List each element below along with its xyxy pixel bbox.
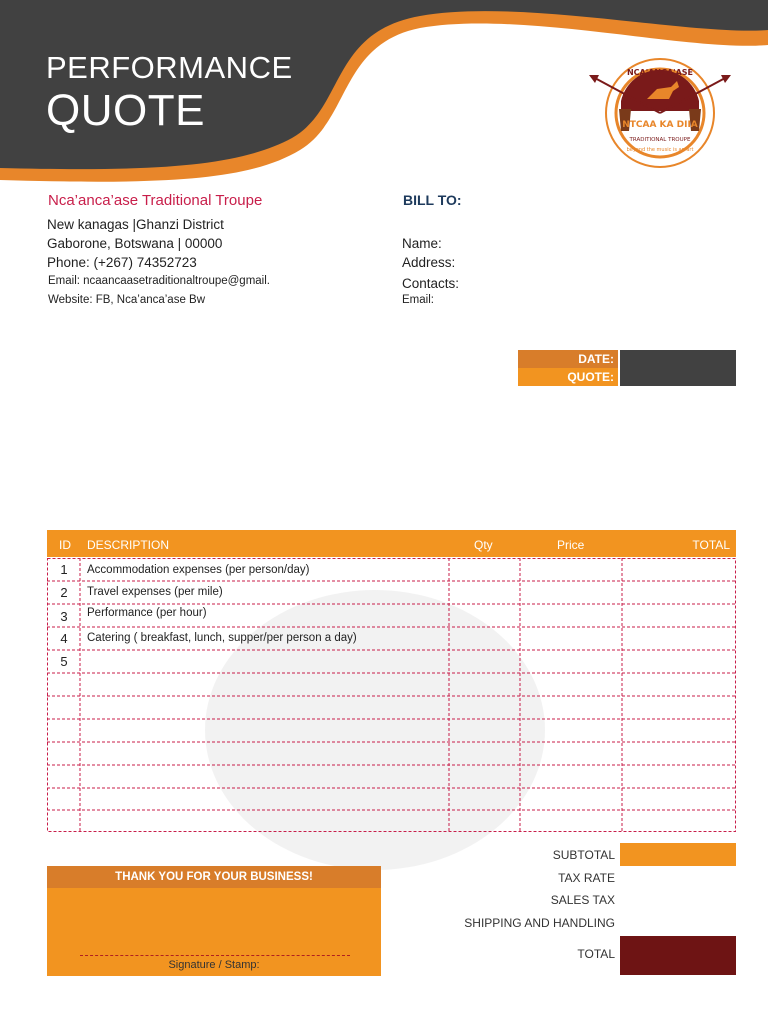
tax-rate-label: TAX RATE bbox=[558, 871, 615, 885]
total-label: TOTAL bbox=[577, 947, 615, 961]
signature-line bbox=[80, 955, 350, 956]
date-label: DATE: bbox=[518, 350, 618, 368]
row-id: 3 bbox=[60, 609, 68, 624]
subtotal-value[interactable] bbox=[620, 843, 736, 866]
row-id: 1 bbox=[60, 562, 68, 577]
header-price: Price bbox=[557, 538, 585, 552]
troupe-logo bbox=[585, 55, 735, 175]
items-table-body bbox=[47, 558, 736, 678]
header-description: DESCRIPTION bbox=[87, 538, 170, 552]
company-address-line-2: Gaborone, Botswana | 00000 bbox=[47, 236, 223, 251]
company-phone: Phone: (+267) 74352723 bbox=[47, 255, 197, 270]
total-value[interactable] bbox=[620, 936, 736, 975]
logo-sub-text: TRADITIONAL TROUPE bbox=[629, 137, 691, 143]
date-quote-value-box[interactable] bbox=[620, 350, 736, 386]
company-website: Website: FB, Nca’anca’ase Bw bbox=[48, 294, 206, 306]
bill-to-address-label: Address: bbox=[402, 255, 456, 270]
company-name: Nca’anca’ase Traditional Troupe bbox=[48, 192, 263, 209]
shipping-label: SHIPPING AND HANDLING bbox=[464, 916, 615, 930]
row-description: Catering ( breakfast, lunch, supper/per person a day) bbox=[87, 632, 357, 644]
bill-to-contacts-label: Contacts: bbox=[402, 276, 460, 291]
row-id: 4 bbox=[60, 631, 68, 646]
bill-to-email-label: Email: bbox=[402, 294, 434, 306]
title-line-1: PERFORMANCE bbox=[46, 50, 293, 85]
row-description: Accommodation expenses (per person/day) bbox=[87, 564, 310, 576]
company-email: Email: ncaancaasetraditionaltroupe@gmail. bbox=[48, 275, 270, 287]
header-id: ID bbox=[59, 538, 71, 552]
row-description: Travel expenses (per mile) bbox=[87, 586, 223, 598]
quote-label: QUOTE: bbox=[518, 368, 618, 386]
signature-label: Signature / Stamp: bbox=[168, 959, 260, 971]
bill-to-name-label: Name: bbox=[402, 236, 442, 251]
logo-arc-top-text: NCA'ANCA'ASE bbox=[626, 68, 694, 77]
row-id: 2 bbox=[60, 585, 68, 600]
logo-tagline: beyond the music is an art bbox=[626, 147, 694, 153]
title-line-2: QUOTE bbox=[46, 86, 205, 135]
header-qty: Qty bbox=[474, 538, 493, 552]
items-table-header bbox=[47, 530, 736, 557]
sales-tax-label: SALES TAX bbox=[550, 893, 615, 907]
bill-to-heading: BILL TO: bbox=[403, 192, 462, 208]
logo-arc-text: NTCAA KA DIIA bbox=[622, 120, 698, 130]
thank-you-banner: THANK YOU FOR YOUR BUSINESS! bbox=[47, 866, 381, 888]
header-total: TOTAL bbox=[692, 538, 730, 552]
subtotal-label: SUBTOTAL bbox=[552, 848, 615, 862]
row-id: 5 bbox=[60, 654, 68, 669]
row-description: Performance (per hour) bbox=[87, 607, 207, 619]
company-address-line-1: New kanagas |Ghanzi District bbox=[47, 217, 224, 232]
